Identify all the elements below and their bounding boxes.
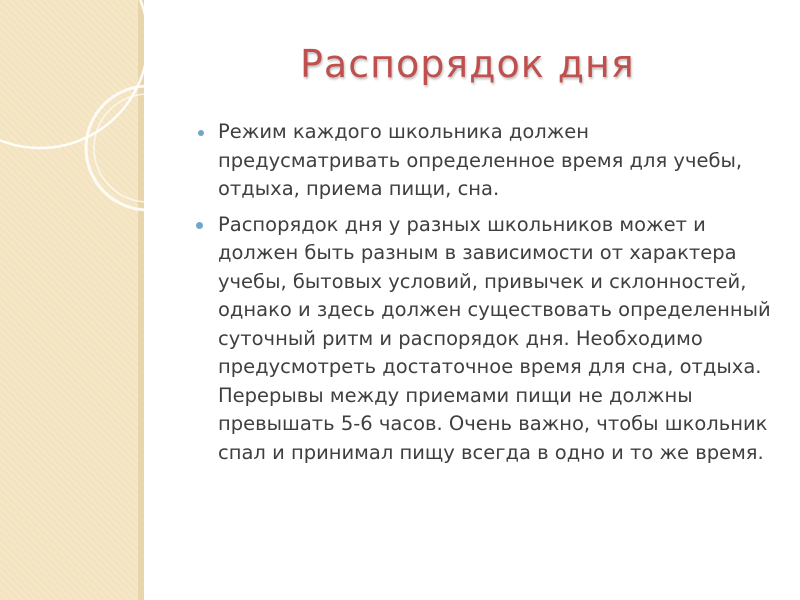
decorative-circle-large <box>0 0 148 148</box>
bullet-item <box>196 118 776 204</box>
decorative-circle-small <box>94 94 202 202</box>
bullet-text: Распорядок дня у разных школьников может и должен быть разным в зависимости от характера учебы, бытовых условий, привычек и склонностей, однако и здесь должен существовать определенный суточный ритм и распорядок дня. Необходимо предусмотреть достаточное время для сна, отдыха. Перерывы между приемами пищи не должны превышать 5-6 часов. Очень важно, чтобы школьник спал и принимал пищу всегда в одно и то же время. <box>218 212 771 464</box>
bullet-dot-icon <box>198 130 204 136</box>
bullet-text: Режим каждого школьника должен предусматривать определенное время для учебы, отдыха, приема пищи, сна. <box>218 120 743 200</box>
bullet-dot-icon <box>196 222 203 229</box>
bullet-list <box>196 118 776 474</box>
decorative-circle-medium <box>86 86 210 210</box>
slide-title: Распорядок дня <box>300 42 635 86</box>
bullet-item <box>196 211 776 468</box>
